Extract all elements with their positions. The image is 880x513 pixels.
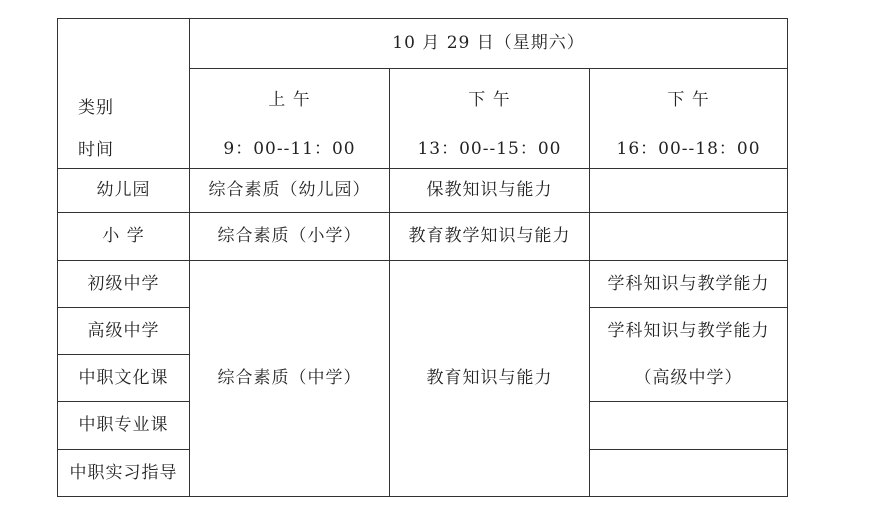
row-label-voc-culture: 中职文化课 xyxy=(58,355,190,402)
session-2-time: 13：00--15：00 xyxy=(390,131,590,169)
row-junior xyxy=(58,261,788,308)
primary-session-3 xyxy=(590,213,788,261)
junior-session-3: 学科知识与教学能力 xyxy=(590,261,788,308)
secondary-session-2: 教育知识与能力 xyxy=(390,261,590,497)
session-1-period: 上 午 xyxy=(190,69,390,131)
date-header-row xyxy=(58,19,788,69)
row-label-voc-practice: 中职实习指导 xyxy=(58,450,190,497)
corner-header-cell xyxy=(58,19,190,169)
senior-session-3-line2: （高级中学） xyxy=(590,355,788,402)
row-label-junior: 初级中学 xyxy=(58,261,190,308)
primary-session-2: 教育教学知识与能力 xyxy=(390,213,590,261)
session-2-period: 下 午 xyxy=(390,69,590,131)
time-label: 时间 xyxy=(78,140,114,160)
primary-session-1: 综合素质（小学） xyxy=(190,213,390,261)
row-label-senior: 高级中学 xyxy=(58,308,190,355)
kindergarten-session-3 xyxy=(590,169,788,213)
kindergarten-session-1: 综合素质（幼儿园） xyxy=(190,169,390,213)
row-label-voc-major: 中职专业课 xyxy=(58,402,190,450)
session-3-period: 下 午 xyxy=(590,69,788,131)
senior-session-3-line1: 学科知识与教学能力 xyxy=(590,308,788,355)
session-1-time: 9：00--11：00 xyxy=(190,131,390,169)
secondary-session-1: 综合素质（中学） xyxy=(190,261,390,497)
row-label-kindergarten: 幼儿园 xyxy=(58,169,190,213)
category-label: 类别 xyxy=(78,98,114,118)
session-3-time: 16：00--18：00 xyxy=(590,131,788,169)
row-label-primary: 小 学 xyxy=(58,213,190,261)
kindergarten-session-2: 保教知识与能力 xyxy=(390,169,590,213)
voc-practice-session-3 xyxy=(590,450,788,497)
exam-schedule-table xyxy=(57,18,788,497)
voc-major-session-3 xyxy=(590,402,788,450)
exam-date-cell: 10 月 29 日（星期六） xyxy=(190,19,788,69)
row-kindergarten xyxy=(58,169,788,213)
row-primary xyxy=(58,213,788,261)
